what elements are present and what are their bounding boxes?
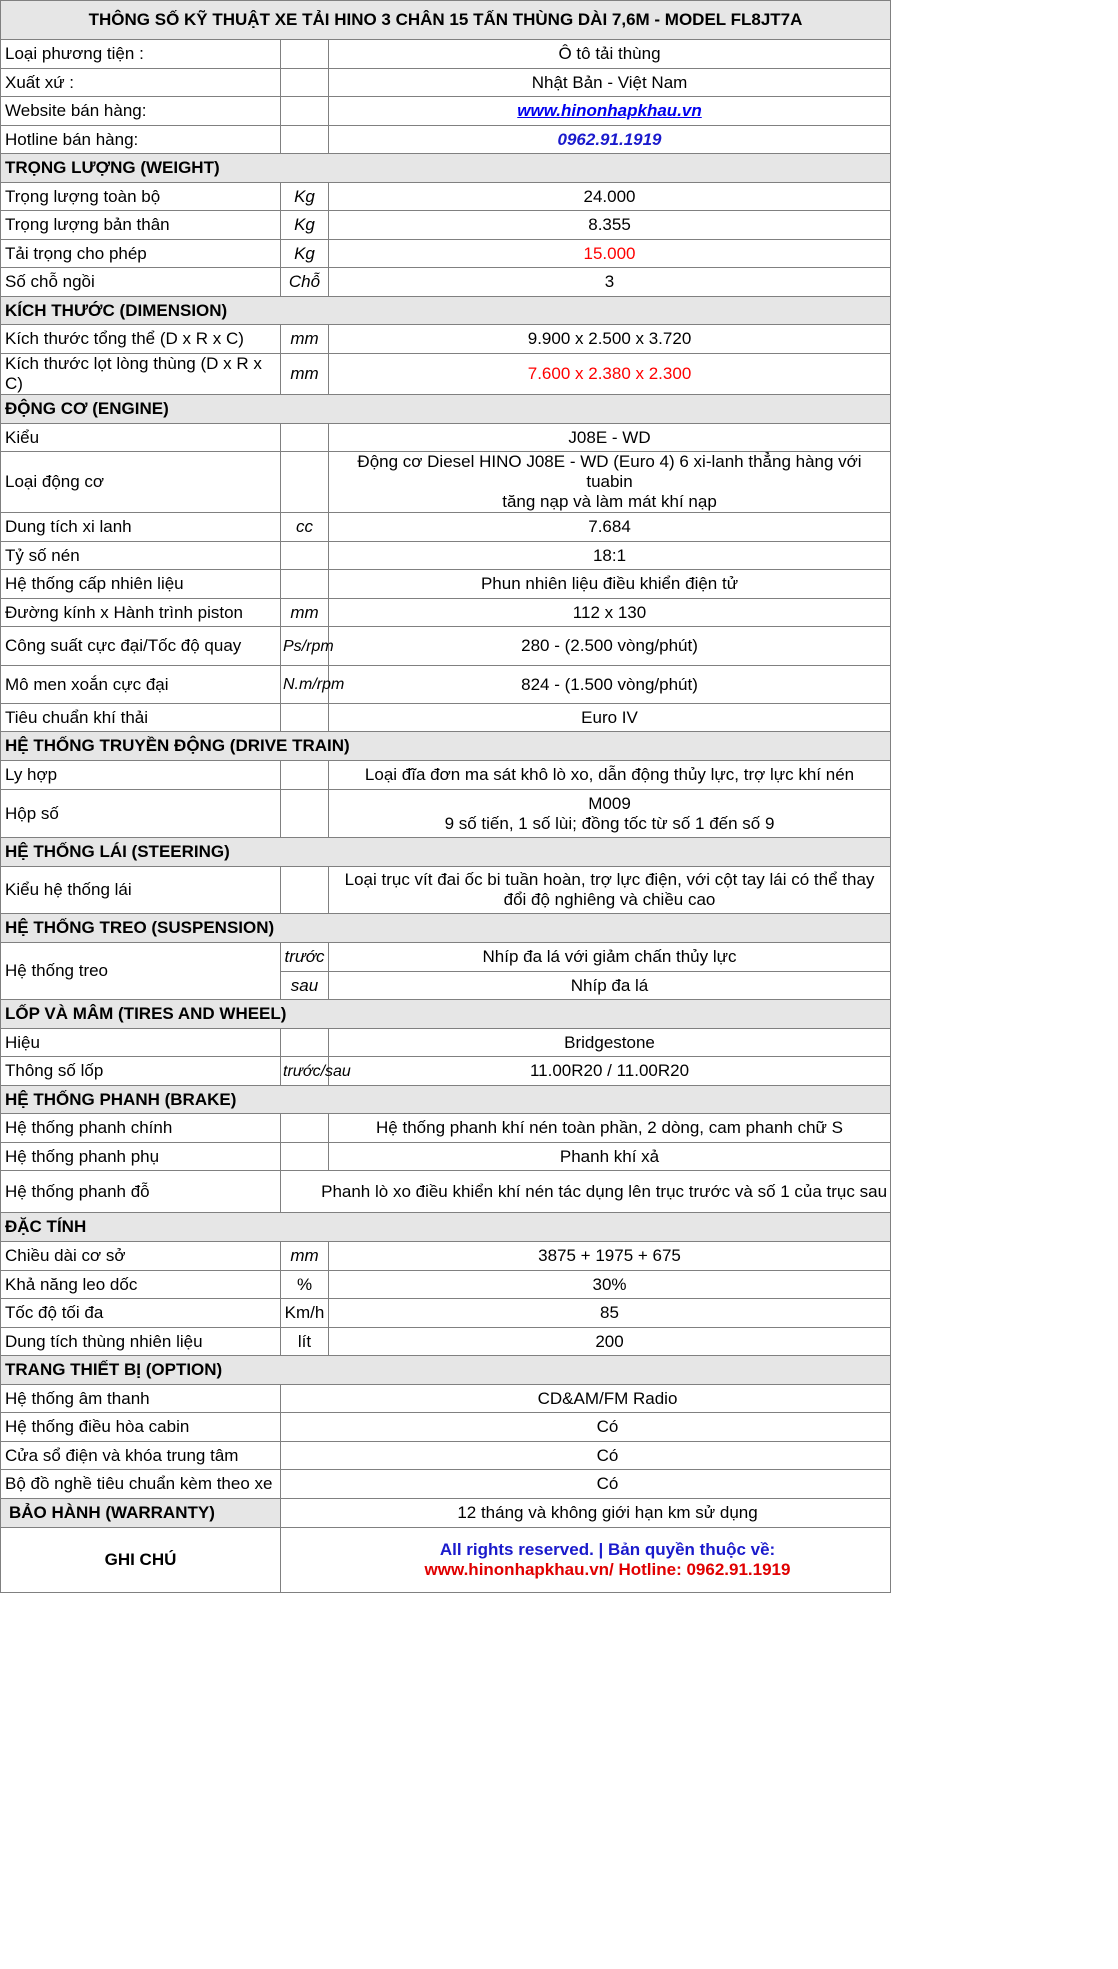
row-value: 8.355	[329, 211, 891, 240]
row-label: Khả năng leo dốc	[1, 1271, 281, 1299]
engine-line-1: Động cơ Diesel HINO J08E - WD (Euro 4) 6 xi-lanh thẳng hàng với tuabin	[357, 452, 862, 491]
aux-brake-value: Phanh khí xả	[329, 1143, 891, 1171]
row-unit: N.m/rpm	[281, 666, 329, 704]
row-label: Số chỗ ngồi	[1, 268, 281, 297]
tire-brand-value: Bridgestone	[329, 1029, 891, 1057]
row-value: 30%	[329, 1271, 891, 1299]
row-unit: lít	[281, 1328, 329, 1356]
gearbox-line-2: 9 số tiến, 1 số lùi; đồng tốc từ số 1 đến số 9	[444, 813, 775, 833]
suspension-label: Hệ thống treo	[1, 943, 281, 1000]
row-label: Dung tích thùng nhiên liệu	[1, 1328, 281, 1356]
vehicle-type-label: Loại phương tiện :	[1, 40, 281, 69]
engine-header: ĐỘNG CƠ (ENGINE)	[1, 395, 891, 424]
row-unit: Chỗ	[281, 268, 329, 297]
park-brake-label: Hệ thống phanh đỗ	[1, 1171, 281, 1213]
row-label: Hệ thống âm thanh	[1, 1385, 281, 1413]
row-unit: mm	[281, 325, 329, 354]
bore-label: Đường kính x Hành trình piston	[1, 599, 281, 627]
main-brake-value: Hệ thống phanh khí nén toàn phần, 2 dòng, cam phanh chữ S	[329, 1114, 891, 1143]
fuel-system-label: Hệ thống cấp nhiên liệu	[1, 570, 281, 599]
emission-label: Tiêu chuẩn khí thải	[1, 704, 281, 732]
aux-brake-label: Hệ thống phanh phụ	[1, 1143, 281, 1171]
suspension-front-value: Nhíp đa lá với giảm chấn thủy lực	[329, 943, 891, 972]
row-unit: mm	[281, 354, 329, 395]
row-value: 200	[329, 1328, 891, 1356]
displacement-label: Dung tích xi lanh	[1, 513, 281, 542]
row-unit: Kg	[281, 183, 329, 211]
steering-line-1: Loại trục vít đai ốc bi tuần hoàn, trợ lực điện, với cột tay lái có thể thay	[344, 870, 875, 889]
row-unit: sau	[281, 972, 329, 1000]
row-unit: Ps/rpm	[281, 627, 329, 666]
row-unit: %	[281, 1271, 329, 1299]
gearbox-line-1: M009	[588, 793, 631, 813]
tires-header: LỐP VÀ MÂM (TIRES AND WHEEL)	[1, 1000, 891, 1029]
engine-type-label: Kiểu	[1, 424, 281, 452]
origin-label: Xuất xứ :	[1, 69, 281, 97]
suspension-rear-value: Nhíp đa lá	[329, 972, 891, 1000]
engine-type-value: J08E - WD	[329, 424, 891, 452]
website-label: Website bán hàng:	[1, 97, 281, 126]
engine-line-2: tăng nạp và làm mát khí nạp	[502, 492, 717, 511]
compression-value: 18:1	[329, 542, 891, 570]
row-label: Trọng lượng bản thân	[1, 211, 281, 240]
row-value: 24.000	[329, 183, 891, 211]
bore-value: 112 x 130	[329, 599, 891, 627]
dimension-header: KÍCH THƯỚC (DIMENSION)	[1, 297, 891, 325]
main-brake-label: Hệ thống phanh chính	[1, 1114, 281, 1143]
row-label: Bộ đồ nghề tiêu chuẩn kèm theo xe	[1, 1470, 281, 1499]
displacement-value: 7.684	[329, 513, 891, 542]
engine-label: Loại động cơ	[1, 452, 281, 513]
steering-line-2: đổi độ nghiêng và chiều cao	[503, 890, 716, 909]
row-label: Tốc độ tối đa	[1, 1299, 281, 1328]
row-label: Trọng lượng toàn bộ	[1, 183, 281, 211]
row-label: Cửa sổ điện và khóa trung tâm	[1, 1442, 281, 1470]
row-value: 85	[329, 1299, 891, 1328]
payload-value: 15.000	[329, 240, 891, 268]
compression-label: Tỷ số nén	[1, 542, 281, 570]
steering-label: Kiểu hệ thống lái	[1, 867, 281, 914]
row-label: Chiều dài cơ sở	[1, 1242, 281, 1271]
page-title: THÔNG SỐ KỸ THUẬT XE TẢI HINO 3 CHÂN 15 TẤN THÙNG DÀI 7,6M - MODEL FL8JT7A	[1, 1, 891, 40]
row-value: 9.900 x 2.500 x 3.720	[329, 325, 891, 354]
row-unit: cc	[281, 513, 329, 542]
power-value: 280 - (2.500 vòng/phút)	[329, 627, 891, 666]
warranty-value: 12 tháng và không giới hạn km sử dụng	[281, 1499, 891, 1528]
note-label: GHI CHÚ	[1, 1528, 281, 1593]
emission-value: Euro IV	[329, 704, 891, 732]
power-label: Công suất cực đại/Tốc độ quay	[1, 627, 281, 666]
website-link[interactable]: www.hinonhapkhau.vn	[517, 101, 702, 120]
row-value: Có	[281, 1413, 891, 1442]
suspension-header: HỆ THỐNG TREO (SUSPENSION)	[1, 914, 891, 943]
hotline-link[interactable]: 0962.91.1919	[557, 129, 662, 149]
row-unit: Kg	[281, 240, 329, 268]
warranty-label: BẢO HÀNH (WARRANTY)	[1, 1499, 281, 1528]
row-value: CD&AM/FM Radio	[281, 1385, 891, 1413]
row-label: Tải trọng cho phép	[1, 240, 281, 268]
cargo-dimension-value: 7.600 x 2.380 x 2.300	[329, 354, 891, 395]
tire-brand-label: Hiệu	[1, 1029, 281, 1057]
row-unit: Kg	[281, 211, 329, 240]
row-value: Có	[281, 1442, 891, 1470]
row-unit: mm	[281, 599, 329, 627]
brake-header: HỆ THỐNG PHANH (BRAKE)	[1, 1086, 891, 1114]
row-label: Hệ thống điều hòa cabin	[1, 1413, 281, 1442]
copyright-line: All rights reserved. | Bản quyền thuộc về:	[439, 1540, 776, 1559]
row-label: Kích thước tổng thể (D x R x C)	[1, 325, 281, 354]
row-value: Có	[281, 1470, 891, 1499]
row-unit: trước/sau	[281, 1057, 329, 1086]
drivetrain-header: HỆ THỐNG TRUYỀN ĐỘNG (DRIVE TRAIN)	[1, 732, 891, 761]
row-value: 3875 + 1975 + 675	[329, 1242, 891, 1271]
torque-value: 824 - (1.500 vòng/phút)	[329, 666, 891, 704]
weight-header: TRỌNG LƯỢNG (WEIGHT)	[1, 154, 891, 183]
options-header: TRANG THIẾT BỊ (OPTION)	[1, 1356, 891, 1385]
contact-line[interactable]: www.hinonhapkhau.vn/ Hotline: 0962.91.1919	[424, 1560, 791, 1579]
origin-value: Nhật Bản - Việt Nam	[329, 69, 891, 97]
hotline-label: Hotline bán hàng:	[1, 126, 281, 154]
torque-label: Mô men xoắn cực đại	[1, 666, 281, 704]
row-unit: mm	[281, 1242, 329, 1271]
fuel-system-value: Phun nhiên liệu điều khiển điện tử	[329, 570, 891, 599]
gearbox-label: Hộp số	[1, 790, 281, 838]
clutch-label: Ly hợp	[1, 761, 281, 790]
characteristics-header: ĐẶC TÍNH	[1, 1213, 891, 1242]
steering-header: HỆ THỐNG LÁI (STEERING)	[1, 838, 891, 867]
row-label: Kích thước lọt lòng thùng (D x R x C)	[1, 354, 281, 395]
row-unit: Km/h	[281, 1299, 329, 1328]
tire-size-label: Thông số lốp	[1, 1057, 281, 1086]
vehicle-type-value: Ô tô tải thùng	[329, 40, 891, 69]
tire-size-value: 11.00R20 / 11.00R20	[329, 1057, 891, 1086]
clutch-value: Loại đĩa đơn ma sát khô lò xo, dẫn động thủy lực, trợ lực khí nén	[329, 761, 891, 790]
park-brake-value: Phanh lò xo điều khiển khí nén tác dụng lên trục trước và số 1 của trục sau	[281, 1171, 891, 1213]
row-unit: trước	[281, 943, 329, 972]
row-value: 3	[329, 268, 891, 297]
